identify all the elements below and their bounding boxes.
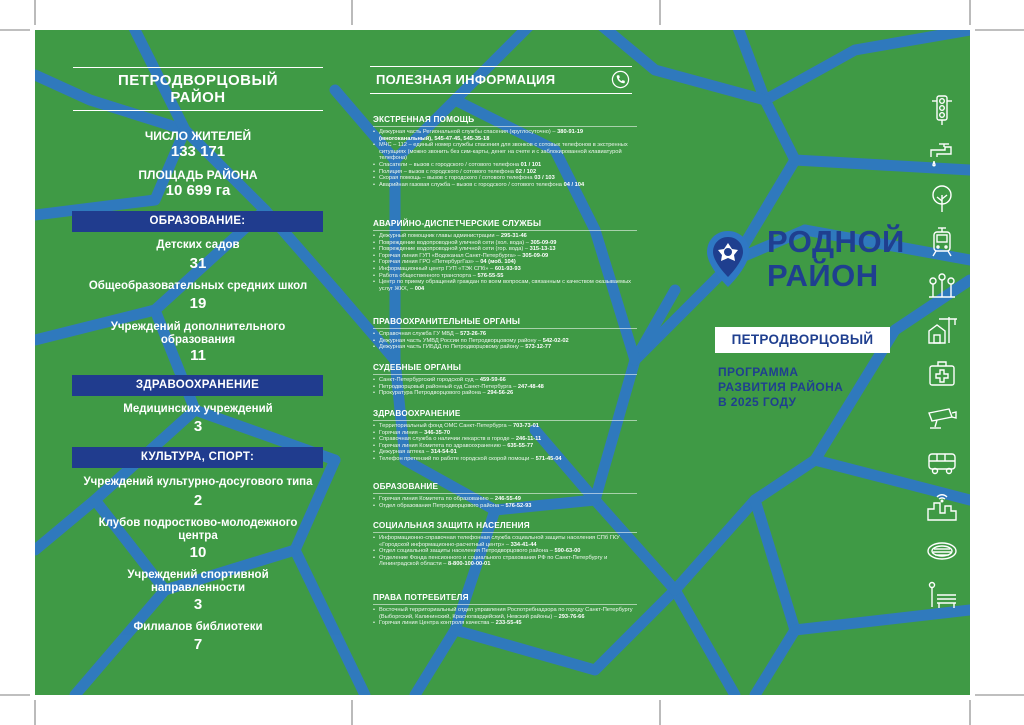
district-title (73, 67, 323, 111)
program-line1: ПРОГРАММА (718, 365, 799, 379)
healthcare-section (373, 408, 637, 463)
city-wifi-icon (925, 489, 959, 523)
district-stats-panel (35, 30, 340, 695)
culture-header: КУЛЬТУРА, СПОРТ: (72, 447, 323, 468)
area-label: ПЛОЩАДЬ РАЙОНА (138, 168, 258, 182)
flowers-icon (925, 269, 959, 303)
list-item: • Центр по приему обращений граждан по всем вопросам, связанным с качеством оказываемых услуг ЖКХ, – 004 (373, 279, 637, 292)
list-item: • Дежурная часть УМВД России по Петродворцовому району – 542-02-02 (373, 338, 637, 345)
list-item: • Дежурная часть Региональной службы спасения (круглосуточно) – 380-91-19 (многоканальный), 545-47-45, 545-35-18 (373, 129, 637, 142)
phone-icon (611, 70, 630, 89)
useful-info-title (370, 66, 632, 94)
schools-value: 19 (189, 295, 207, 312)
schools-label: Общеобразовательных средних школ (88, 280, 308, 292)
list-item: • Горячая линия Центра контроля качества – 233-55-45 (373, 620, 637, 627)
useful-info-panel (365, 30, 645, 695)
consumer-rights-section (373, 592, 637, 627)
list-item: • Полиция – вызов с городского / сотового телефона 02 / 102 (373, 169, 637, 176)
program-line3: В 2025 ГОДУ (718, 395, 797, 409)
logo-line1: РОДНОЙ (767, 224, 905, 259)
healthcare-heading: ЗДРАВООХРАНЕНИЕ (373, 408, 637, 421)
map-pin-icon (705, 229, 751, 289)
healthcare-list (373, 423, 637, 463)
education-header: ОБРАЗОВАНИЕ: (72, 211, 323, 232)
list-item: • Повреждение водопроводной уличной сети (хол. вода) – 305-09-09 (373, 240, 637, 247)
list-item: • Аварийная газовая служба – вызов с городского / сотового телефона 04 / 104 (373, 182, 637, 189)
list-item: • Отдел образования Петродворцового района – 576-52-93 (373, 503, 637, 510)
sport-value: 3 (193, 596, 203, 613)
culture-centers-value: 2 (193, 492, 203, 509)
brochure-sheet (35, 30, 970, 695)
manhole-icon (925, 533, 959, 567)
list-item: • Телефон претензий по работе городской скорой помощи – 571-45-04 (373, 456, 637, 463)
list-item: • Территориальный фонд ОМС Санкт-Петербурга – 703-73-01 (373, 423, 637, 430)
law-enforcement-list (373, 331, 637, 351)
area-value: 10 699 га (165, 182, 231, 199)
list-item: • Санкт-Петербургский городской суд – 459-59-66 (373, 377, 637, 384)
dispatch-list (373, 233, 637, 292)
youth-clubs-label: Клубов подростково-молодежного центра (98, 517, 298, 542)
kindergartens-value: 31 (189, 255, 207, 272)
law-enforcement-heading: ПРАВООХРАНИТЕЛЬНЫЕ ОРГАНЫ (373, 316, 637, 329)
tree-icon (925, 181, 959, 215)
education-info-list (373, 496, 637, 509)
kindergartens-label: Детских садов (156, 239, 240, 251)
consumer-rights-heading: ПРАВА ПОТРЕБИТЕЛЯ (373, 592, 637, 605)
medical-label: Медицинских учреждений (123, 403, 273, 415)
list-item: • Справочная служба ГУ МВД – 573-26-76 (373, 331, 637, 338)
libraries-value: 7 (193, 636, 203, 653)
construction-icon (925, 313, 959, 347)
list-item: • Справочная служба о наличии лекарств в городе – 246-11-11 (373, 436, 637, 443)
courts-list (373, 377, 637, 397)
list-item: • Повреждение водопроводной уличной сети (гор. вода) – 315-13-13 (373, 246, 637, 253)
list-item: • Дежурный помощник главы администрации – 295-31-46 (373, 233, 637, 240)
first-aid-icon (925, 357, 959, 391)
district-banner: ПЕТРОДВОРЦОВЫЙ (715, 327, 890, 353)
extra-education-label: Учреждений дополнительного образования (110, 321, 286, 346)
water-tap-icon (925, 137, 959, 171)
list-item: • Спасатели – вызов с городского / сотового телефона 01 / 101 (373, 162, 637, 169)
list-item: • Отдел социальной защиты населения Петродворцового района – 590-63-00 (373, 548, 637, 555)
list-item: • Прокуратура Петродворцового района – 294-56-26 (373, 390, 637, 397)
traffic-light-icon (925, 93, 959, 127)
population-value: 133 171 (170, 143, 226, 160)
list-item: • Информационный центр ГУП «ТЭК СПб» – 601-93-93 (373, 266, 637, 273)
emergency-section (373, 114, 637, 188)
culture-centers-label: Учреждений культурно-досугового типа (83, 476, 313, 488)
camera-icon (925, 401, 959, 435)
useful-info-title-text: ПОЛЕЗНАЯ ИНФОРМАЦИЯ (376, 72, 556, 87)
cover-panel (655, 30, 970, 695)
health-header: ЗДРАВООХРАНЕНИЕ (72, 375, 323, 396)
medical-value: 3 (193, 418, 203, 435)
tram-icon (925, 225, 959, 259)
district-title-line1: ПЕТРОДВОРЦОВЫЙ (118, 72, 278, 89)
education-info-heading: ОБРАЗОВАНИЕ (373, 481, 637, 494)
program-line2: РАЗВИТИЯ РАЙОНА (718, 380, 844, 394)
social-heading: СОЦИАЛЬНАЯ ЗАЩИТА НАСЕЛЕНИЯ (373, 520, 637, 533)
list-item: • Информационно-справочная телефонная служба социальной защиты населения СПб ГКУ «Городской информационно-расчетный центр» – 334-41-44 (373, 535, 637, 548)
dispatch-heading: АВАРИЙНО-ДИСПЕТЧЕРСКИЕ СЛУЖБЫ (373, 218, 637, 231)
extra-education-value: 11 (190, 347, 206, 364)
park-bench-icon (925, 577, 959, 611)
list-item: • Дежурная аптека – 314-54-01 (373, 449, 637, 456)
sport-label: Учреждений спортивной направленности (127, 569, 269, 594)
courts-section (373, 362, 637, 397)
education-info-section (373, 481, 637, 509)
law-enforcement-section (373, 316, 637, 351)
list-item: • Горячая линия ГУП «Водоканал Санкт-Петербурга» – 305-09-09 (373, 253, 637, 260)
population-label: ЧИСЛО ЖИТЕЛЕЙ (144, 129, 252, 143)
district-title-line2: РАЙОН (170, 89, 226, 106)
list-item: • Скорая помощь – вызов с городского / сотового телефона 03 / 103 (373, 175, 637, 182)
emergency-list (373, 129, 637, 188)
list-item: • Работа общественного транспорта – 576-55-55 (373, 273, 637, 280)
social-list (373, 535, 637, 568)
social-section (373, 520, 637, 568)
list-item: • Петродворцовый районный суд Санкт-Петербурга – 247-48-48 (373, 384, 637, 391)
list-item: • Горячая линия – 346-35-70 (373, 430, 637, 437)
list-item: • Горячая линия Комитета по образованию – 246-55-49 (373, 496, 637, 503)
list-item: • Восточный территориальный отдел управления Роспотребнадзора по городу Санкт-Петербургу (Выборгский, Калининский, Красногвардейский, Невский районы) – 293-76-66 (373, 607, 637, 620)
program-title (718, 365, 888, 410)
youth-clubs-value: 10 (189, 544, 207, 561)
consumer-rights-list (373, 607, 637, 627)
libraries-label: Филиалов библиотеки (133, 621, 263, 633)
bus-icon (925, 445, 959, 479)
list-item: • Горячая линия ГРО «ПетербургГаз» – 04 (моб. 104) (373, 259, 637, 266)
list-item: • МЧС – 112 – единый номер службы спасения для звонков с сотовых телефонов в экстренных ситуациях (можно звонить без сим-карты, денег на счете и с заблокированной клавиатурой телефона) (373, 142, 637, 162)
emergency-heading: ЭКСТРЕННАЯ ПОМОЩЬ (373, 114, 637, 127)
list-item: • Отделение Фонда пенсионного и социального страхования РФ по Санкт-Петербургу и Ленинградской области – 8-800-100-00-01 (373, 555, 637, 568)
list-item: • Горячая линия Комитета по здравоохранению – 635-55-77 (373, 443, 637, 450)
dispatch-section (373, 218, 637, 292)
logo-line2: РАЙОН (767, 258, 879, 293)
courts-heading: СУДЕБНЫЕ ОРГАНЫ (373, 362, 637, 375)
list-item: • Дежурная часть ГИБДД по Петродворцовому району – 573-12-77 (373, 344, 637, 351)
